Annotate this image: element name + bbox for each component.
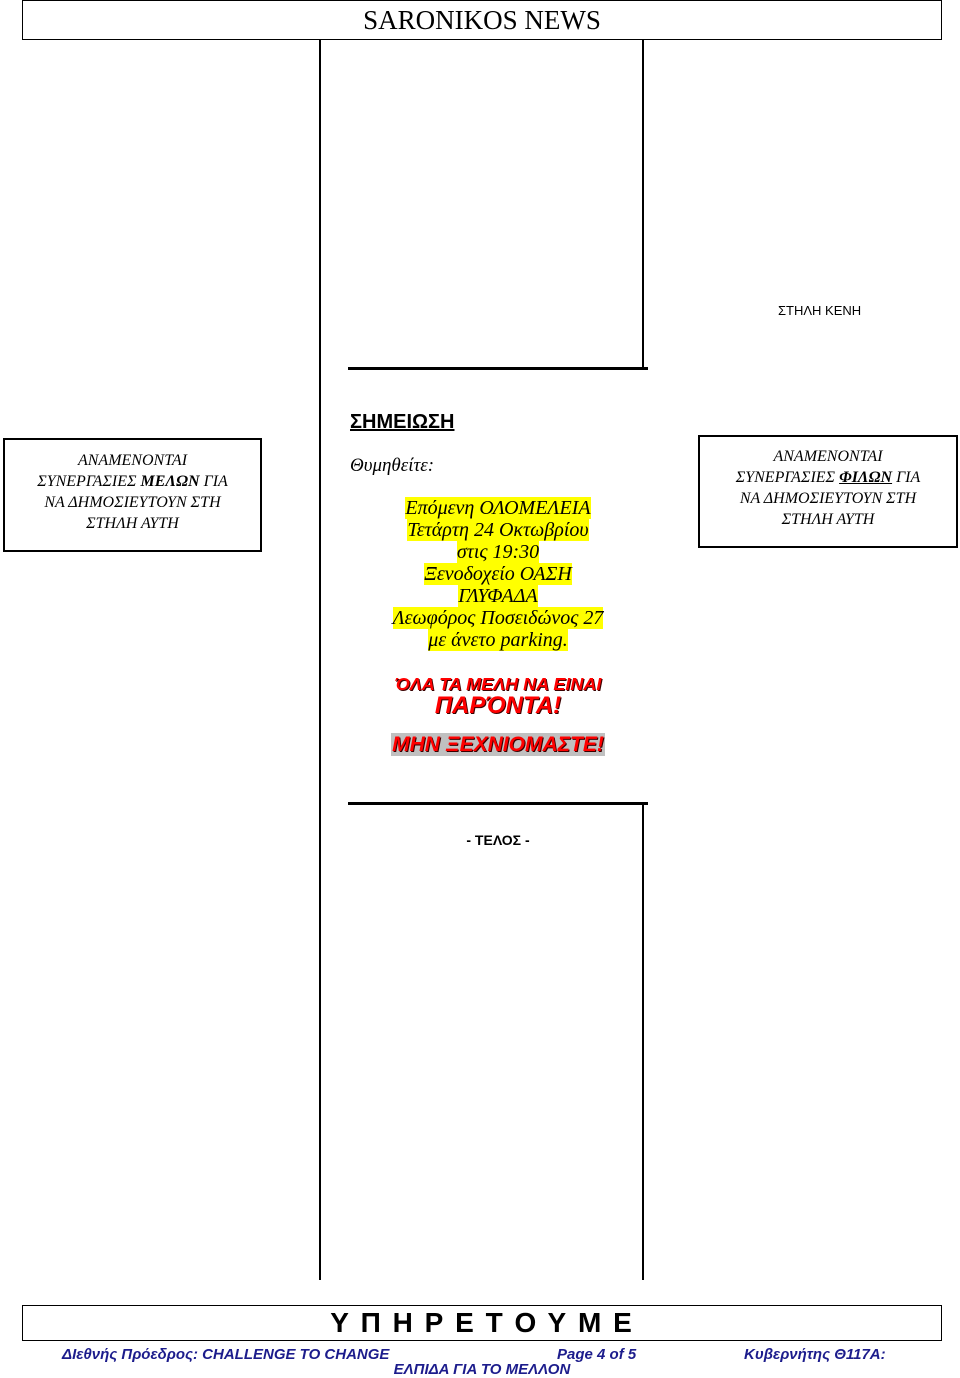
meeting-detail-line [348,607,648,629]
right-column-rule-top [642,40,644,369]
footer-president: ΔΙεθνής Πρόεδρος: CHALLENGE TO CHANGE [62,1346,390,1363]
footer-governor-theme: ΕΛΠΙΔΑ ΓΙΑ ΤΟ ΜΕΛΛΟΝ [393,1361,571,1378]
footer-governor: Κυβερνήτης Θ117Α: [744,1346,886,1363]
box-line: ΑΝΑΜΕΝΟΝΤΑΙ [77,452,188,469]
meeting-details [348,497,648,651]
box-line-text: ΓΙΑ [896,469,921,486]
box-line: ΝΑ ΔΗΜΟΣΙΕΥΤΟΥΝ ΣΤΗ [739,490,917,507]
note-top-rule [348,367,648,370]
meeting-detail-line [348,497,648,519]
meeting-detail-text: ΓΛΥΦΑΔΑ [458,585,538,607]
newsletter-header [22,0,942,40]
page-number: Page 4 of 5 [557,1346,637,1363]
attendance-call-line2: ΠΑΡΌΝΤΑ! [434,692,562,719]
meeting-detail-line [348,519,648,541]
friends-emphasis: ΦΙΛΩΝ [839,469,893,486]
meeting-detail-line [348,563,648,585]
meeting-detail-text: Ξενοδοχείο ΟΑΣΗ [424,563,572,585]
reminder-text: ΜΗΝ ΞΕΧΝΙΟΜΑΣΤΕ! [392,733,604,756]
box-line-text: ΣΥΝΕΡΓΑΣΙΕΣ [37,473,137,490]
right-column-rule-bottom [642,802,644,1280]
box-line [700,467,956,488]
box-line: ΣΤΗΛΗ ΑΥΤΗ [86,515,179,532]
reminder-banner [348,733,648,757]
footer-motto-box [22,1305,942,1341]
meeting-detail-line [348,541,648,563]
box-line-text: ΣΥΝΕΡΓΑΣΙΕΣ [735,469,836,486]
meeting-detail-text: Λεωφόρος Ποσειδώνος 27 [392,607,604,629]
attendance-call-line1: ΌΛΑ ΤΑ ΜΕΛΗ ΝΑ ΕΙΝΑΙ [394,674,602,694]
friends-contributions-box [698,435,958,548]
newsletter-title: SARONIKOS NEWS [363,5,601,35]
note-remember-label: Θυμηθείτε: [350,455,435,476]
meeting-detail-line [348,585,648,607]
meeting-detail-text: Τετάρτη 24 Οκτωβρίου [407,519,589,541]
meeting-detail-line [348,629,648,651]
note-bottom-rule [348,802,648,805]
meeting-detail-text: με άνετο parking. [428,629,568,651]
meeting-detail-text: Επόμενη ΟΛΟΜΕΛΕΙΑ [405,497,591,519]
box-line: ΑΝΑΜΕΝΟΝΤΑΙ [773,448,883,465]
box-line: ΣΤΗΛΗ ΑΥΤΗ [781,511,875,528]
empty-column-label: ΣΤΗΛΗ ΚΕΝΗ [778,303,862,318]
footer-motto: Υ Π Η Ρ Ε Τ Ο Υ Μ Ε [330,1307,634,1338]
end-marker: - ΤΕΛΟΣ - [466,832,530,848]
box-line-text: ΓΙΑ [203,473,228,490]
note-heading: ΣΗΜΕΙΩΣΗ [350,411,455,433]
meeting-detail-text: στις 19:30 [456,541,540,563]
members-contributions-box [3,438,262,552]
box-line [5,471,260,492]
members-emphasis: ΜΕΛΩΝ [140,473,200,490]
left-column-rule [319,40,321,1280]
box-line: ΝΑ ΔΗΜΟΣΙΕΥΤΟΥΝ ΣΤΗ [44,494,221,511]
